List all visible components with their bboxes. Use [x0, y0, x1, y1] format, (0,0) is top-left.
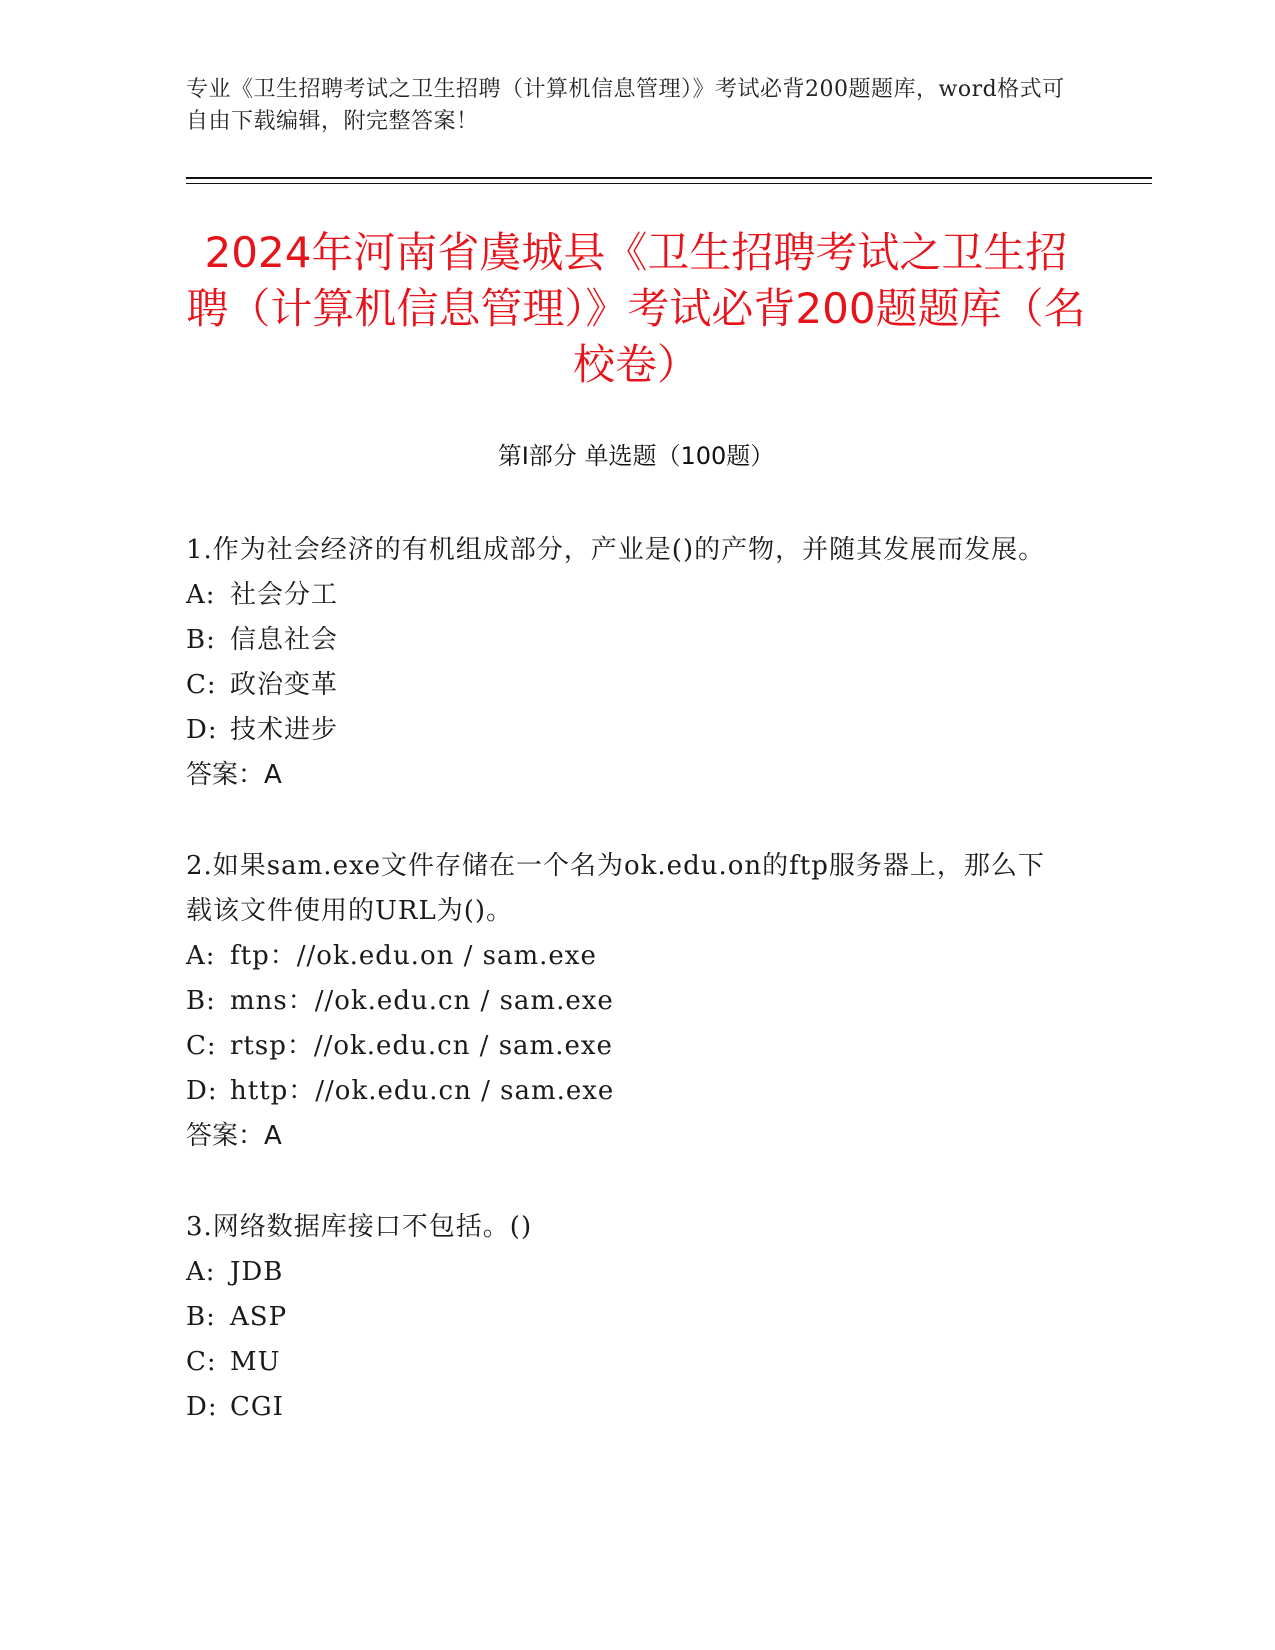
- question-1: [186, 528, 1066, 798]
- option-text: http：//ok.edu.cn / sam.exe: [230, 1076, 615, 1106]
- option-text: CGI: [230, 1392, 284, 1422]
- option-a: [186, 573, 1066, 618]
- option-letter: C:: [186, 1031, 217, 1061]
- option-d: [186, 1069, 1066, 1114]
- option-c: [186, 663, 1066, 708]
- question-stem: 3.网络数据库接口不包括。(): [186, 1212, 533, 1242]
- option-c: [186, 1340, 1066, 1385]
- question-2: [186, 844, 1066, 1159]
- document-title: 2024年河南省虞城县《卫生招聘考试之卫生招聘（计算机信息管理）》考试必背200题题库（名校卷）: [186, 228, 1086, 389]
- option-c: [186, 1024, 1066, 1069]
- option-text: ASP: [230, 1302, 288, 1332]
- question-3: [186, 1205, 1066, 1430]
- option-b: [186, 618, 1066, 663]
- question-list: [186, 528, 1066, 1476]
- option-letter: A:: [186, 1257, 216, 1287]
- option-text: mns：//ok.edu.cn / sam.exe: [230, 986, 614, 1016]
- option-text: 信息社会: [230, 625, 339, 655]
- option-letter: C:: [186, 1347, 217, 1377]
- header-divider-thin: [186, 183, 1152, 184]
- header-divider-thick: [186, 177, 1152, 179]
- answer-line: 答案：A: [186, 1121, 282, 1151]
- option-letter: B:: [186, 625, 216, 655]
- answer-line: 答案：A: [186, 760, 282, 790]
- option-text: rtsp：//ok.edu.cn / sam.exe: [230, 1031, 613, 1061]
- section-heading: 第Ⅰ部分 单选题（100题）: [497, 442, 775, 470]
- option-text: JDB: [230, 1257, 284, 1287]
- document-header-note: 专业《卫生招聘考试之卫生招聘（计算机信息管理）》考试必背200题题库，word格式可自由下载编辑，附完整答案！: [186, 77, 1065, 134]
- question-stem: 2.如果sam.exe文件存储在一个名为ok.edu.on的ftp服务器上，那么下载该文件使用的URL为()。: [186, 851, 1045, 926]
- option-letter: C:: [186, 670, 217, 700]
- option-letter: D:: [186, 715, 218, 745]
- option-letter: A:: [186, 941, 216, 971]
- option-b: [186, 979, 1066, 1024]
- option-a: [186, 1250, 1066, 1295]
- option-d: [186, 1385, 1066, 1430]
- option-text: MU: [230, 1347, 281, 1377]
- option-letter: B:: [186, 986, 216, 1016]
- option-d: [186, 708, 1066, 753]
- question-stem: 1.作为社会经济的有机组成部分，产业是()的产物，并随其发展而发展。: [186, 535, 1046, 565]
- option-text: 技术进步: [230, 715, 339, 745]
- option-text: 政治变革: [230, 670, 339, 700]
- option-a: [186, 934, 1066, 979]
- option-letter: B:: [186, 1302, 216, 1332]
- option-text: ftp：//ok.edu.on / sam.exe: [230, 941, 597, 971]
- option-letter: D:: [186, 1392, 218, 1422]
- option-letter: D:: [186, 1076, 218, 1106]
- option-letter: A:: [186, 580, 216, 610]
- option-b: [186, 1295, 1066, 1340]
- option-text: 社会分工: [230, 580, 339, 610]
